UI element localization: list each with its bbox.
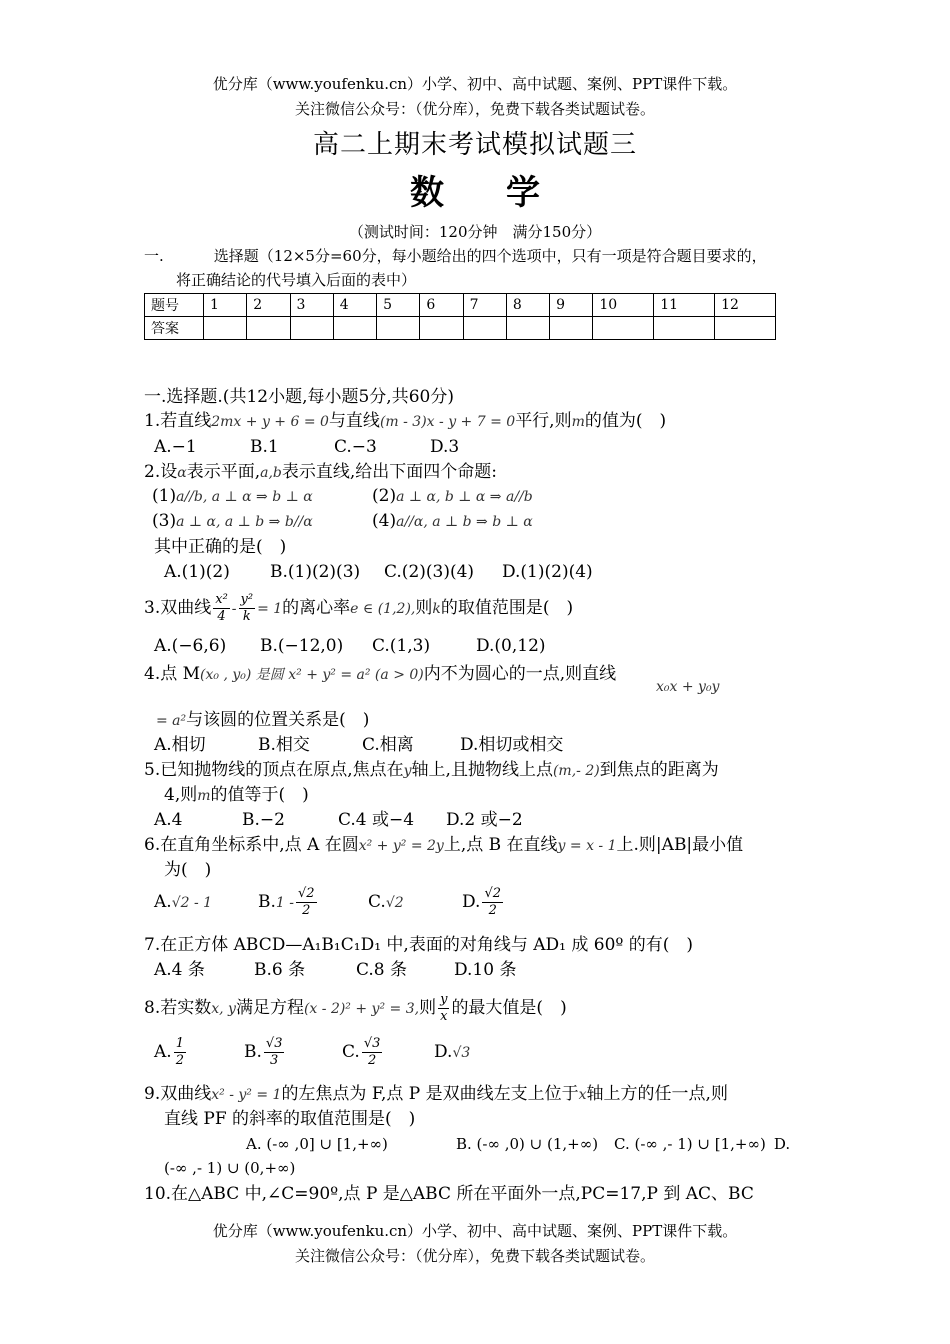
q2-proposition-4: [372, 509, 533, 534]
table-cell: 3: [290, 294, 333, 317]
table-cell: 9: [550, 294, 593, 317]
q2-option-a[interactable]: A.(1)(2): [164, 562, 230, 582]
answer-table-row-numbers: [145, 294, 776, 317]
q6-option-d-den: 2: [488, 903, 497, 918]
q6-circle: x² + y² = 2y: [358, 838, 444, 854]
q4-line: x₀x + y₀y: [656, 679, 720, 695]
q8-text-d: 的最大值是( ): [451, 998, 567, 1018]
q6-text-a: 6.在直角坐标系中,点 A 在圆: [144, 835, 359, 855]
q4-option-a[interactable]: A.相切: [154, 735, 206, 755]
q8-option-b[interactable]: [244, 1036, 342, 1069]
q8-option-a-den: 2: [175, 1053, 184, 1068]
question-3: [144, 592, 573, 625]
q8-option-b-label: B.: [244, 1042, 262, 1062]
q2-proposition-1: [152, 484, 313, 509]
q8-expr: (x - 2)² + y² = 3,: [303, 1001, 420, 1017]
q2-p4-expr: a//α, a ⊥ b ⇒ b ⊥ α: [396, 514, 533, 530]
q3-k: k: [432, 601, 441, 617]
q5-point: (m,- 2): [552, 763, 600, 779]
q6-option-d-label: D.: [462, 892, 481, 912]
q8-text-a: 8.若实数: [144, 998, 212, 1018]
question-1: [144, 409, 666, 434]
q8-option-c-label: C.: [342, 1042, 360, 1062]
q6-option-b-den: 2: [302, 903, 311, 918]
q1-text-c: 平行,则: [515, 411, 572, 431]
q9-x: x: [578, 1087, 587, 1103]
q1-option-d[interactable]: D.3: [430, 437, 460, 457]
q9-option-d-label[interactable]: D.: [773, 1135, 791, 1153]
q5-text-d: 4,则: [164, 785, 198, 805]
question-7: 7.在正方体 ABCD—A₁B₁C₁D₁ 中,表面的对角线与 AD₁ 成 60º 的有( ): [144, 935, 694, 955]
answer-table-row-answers: [145, 317, 776, 340]
q2-text-a: 2.设: [144, 462, 178, 482]
q1-var: m: [571, 414, 585, 430]
q6-option-a[interactable]: [154, 890, 258, 915]
q9-option-b[interactable]: B. (-∞ ,0) ∪ (1,+∞): [456, 1135, 599, 1153]
table-cell: 4: [333, 294, 376, 317]
table-cell: 1: [204, 294, 247, 317]
table-cell: 11: [654, 294, 715, 317]
q2-options: [164, 560, 593, 584]
question-9: [144, 1082, 728, 1107]
header-line-1: 优分库（www.youfenku.cn）小学、初中、高中试题、案例、PPT课件下载。: [212, 75, 738, 93]
q8-option-d[interactable]: [434, 1040, 470, 1065]
q2-option-b[interactable]: B.(1)(2)(3): [270, 562, 361, 582]
q3-eq: = 1: [257, 601, 283, 617]
q6-option-c[interactable]: [368, 890, 462, 915]
header-line-2: 关注微信公众号：（优分库），免费下载各类试题试卷。: [294, 100, 655, 118]
answer-cell-9[interactable]: [550, 317, 593, 340]
answer-cell-1[interactable]: [204, 317, 247, 340]
answer-cell-12[interactable]: [715, 317, 776, 340]
q4-option-b[interactable]: B.相交: [258, 735, 310, 755]
q8-text-c: 则: [419, 998, 437, 1018]
q6-option-d-frac: [482, 886, 503, 919]
q4-option-c[interactable]: C.相离: [362, 735, 414, 755]
section-intro: [144, 244, 767, 268]
q6-option-b-num: √2: [298, 886, 315, 901]
table-cell: 10: [593, 294, 654, 317]
section-intro-text: 选择题（12×5分=60分，每小题给出的四个选项中，只有一项是符合题目要求的，: [213, 247, 767, 265]
answer-cell-11[interactable]: [654, 317, 715, 340]
q8-frac-num: y: [440, 992, 448, 1007]
q3-option-a[interactable]: A.(−6,6): [154, 636, 227, 656]
q1-option-c[interactable]: C.−3: [334, 437, 377, 457]
section-title: 一.选择题.(共12小题,每小题5分,共60分): [144, 387, 454, 407]
q1-expr-1: 2mx + y + 6 = 0: [211, 414, 329, 430]
q2-p2-label: (2): [372, 486, 397, 506]
q2-option-d[interactable]: D.(1)(2)(4): [502, 562, 593, 582]
q5-text-a: 5.已知抛物线的顶点在原点,焦点在: [144, 760, 404, 780]
table-label-number: 题号: [145, 294, 204, 317]
q6-option-d-num: √2: [484, 886, 501, 901]
q9-text-a: 9.双曲线: [144, 1084, 212, 1104]
q5-option-a[interactable]: A.4: [154, 810, 183, 830]
question-4: [144, 662, 616, 687]
q1-option-b[interactable]: B.1: [250, 437, 279, 457]
q1-option-a[interactable]: A.−1: [154, 437, 197, 457]
q9-line-2: 直线 PF 的斜率的取值范围是( ): [164, 1109, 416, 1129]
q8-option-b-num: √3: [265, 1036, 283, 1051]
q8-xy: x, y: [211, 1001, 236, 1017]
section-number: 一.: [144, 247, 164, 265]
q3-frac-1-num: x²: [215, 592, 228, 607]
question-10: 10.在△ABC 中,∠C=90º,点 P 是△ABC 所在平面外一点,PC=17,P 到 AC、BC: [144, 1184, 754, 1204]
q3-text-c: 则: [415, 598, 433, 618]
q3-frac-2: [239, 592, 256, 625]
q5-option-c[interactable]: C.4 或−4: [338, 810, 415, 830]
table-cell: 8: [506, 294, 549, 317]
q6-option-a-value: √2 - 1: [171, 895, 213, 911]
q2-p2-expr: a ⊥ α, b ⊥ α ⇒ a//b: [396, 489, 533, 505]
table-cell: 2: [247, 294, 290, 317]
q6-option-b-prefix: 1 -: [275, 895, 294, 911]
q4-expr: (x₀ , y₀) 是圆 x² + y² = a² (a > 0): [200, 667, 424, 683]
q1-text-a: 1.若直线: [144, 411, 212, 431]
q4-line-expr: [656, 674, 719, 699]
table-label-answer: 答案: [145, 317, 204, 340]
q3-text-b: 的离心率: [282, 598, 351, 618]
answer-cell-4[interactable]: [333, 317, 376, 340]
q5-line-2: [164, 783, 309, 808]
q8-option-d-value: √3: [452, 1045, 471, 1061]
q1-expr-2: (m - 3)x - y + 7 = 0: [379, 414, 516, 430]
answer-cell-3[interactable]: [290, 317, 333, 340]
q4-options: [154, 733, 563, 757]
q2-p1-expr: a//b, a ⊥ α ⇒ b ⊥ α: [176, 489, 313, 505]
q8-option-a-frac: [174, 1036, 186, 1069]
q4-text-b: 内不为圆心的一点,则直线: [423, 664, 617, 684]
q7-option-d[interactable]: D.10 条: [454, 960, 517, 980]
q2-p1-label: (1): [152, 486, 177, 506]
q3-frac-1: [213, 592, 230, 625]
q3-option-d[interactable]: D.(0,12): [476, 636, 546, 656]
q3-frac-2-den: k: [242, 609, 251, 624]
q8-option-d-label: D.: [434, 1042, 453, 1062]
answer-cell-8[interactable]: [506, 317, 549, 340]
q8-option-c-den: 2: [367, 1053, 377, 1068]
q4-text-a: 4.点 M: [144, 664, 201, 684]
table-cell: 6: [420, 294, 463, 317]
q3-minus: -: [231, 601, 237, 617]
q6-options: [154, 886, 505, 930]
footer-line-2: 关注微信公众号：（优分库），免费下载各类试题试卷。: [294, 1247, 655, 1265]
q9-option-a[interactable]: A. (-∞ ,0] ∪ [1,+∞): [246, 1135, 388, 1153]
q6-line: y = x - 1: [557, 838, 617, 854]
section-intro-2: 将正确结论的代号填入后面的表中）: [176, 271, 417, 289]
q9-text-c: 轴上方的任一点,则: [586, 1084, 728, 1104]
q8-option-b-frac: [264, 1036, 285, 1069]
q3-e-range: e ∈ (1,2),: [350, 601, 416, 617]
subject-title: [0, 173, 950, 213]
q7-option-b[interactable]: B.6 条: [254, 960, 306, 980]
q9-options-row: [246, 1132, 790, 1156]
q2-alpha: α: [177, 465, 187, 481]
q8-option-a[interactable]: [154, 1036, 244, 1069]
q3-option-b[interactable]: B.(−12,0): [260, 636, 344, 656]
q8-option-a-label: A.: [154, 1042, 172, 1062]
q2-p4-label: (4): [372, 511, 397, 531]
q2-text-c: 表示直线,给出下面四个命题:: [281, 462, 498, 482]
q3-frac-2-num: y²: [240, 592, 254, 607]
q1-text-d: 的值为( ): [584, 411, 667, 431]
q5-text-b: 轴上,且抛物线上点: [411, 760, 553, 780]
table-cell: 7: [463, 294, 506, 317]
q3-option-c[interactable]: C.(1,3): [372, 636, 431, 656]
question-8: [144, 992, 567, 1025]
q8-options: [154, 1036, 470, 1080]
q5-m: m: [197, 788, 211, 804]
q2-p3-expr: a ⊥ α, a ⊥ b ⇒ b//α: [176, 514, 313, 530]
q2-text-b: 表示平面,: [186, 462, 261, 482]
subject-char-1: 数: [410, 173, 444, 213]
q6-option-c-value: √2: [385, 895, 404, 911]
q4-option-d[interactable]: D.相切或相交: [460, 735, 564, 755]
q8-text-b: 满足方程: [235, 998, 304, 1018]
q6-option-b[interactable]: [258, 886, 368, 919]
footer-line-1: 优分库（www.youfenku.cn）小学、初中、高中试题、案例、PPT课件下载。: [212, 1222, 738, 1240]
q5-y: y: [403, 763, 412, 779]
q8-option-a-num: 1: [175, 1036, 184, 1051]
exam-meta: （测试时间：120分钟 满分150分）: [348, 223, 602, 241]
q2-proposition-2: [372, 484, 533, 509]
q8-option-c-frac: [362, 1036, 383, 1069]
q1-text-b: 与直线: [328, 411, 380, 431]
q1-options: [154, 435, 459, 459]
subject-char-2: 学: [506, 173, 540, 213]
q6-option-d[interactable]: [462, 886, 505, 919]
q6-line-2: 为( ): [164, 860, 212, 880]
q3-text-a: 3.双曲线: [144, 598, 212, 618]
q8-option-c-num: √3: [363, 1036, 381, 1051]
q8-option-c[interactable]: [342, 1036, 434, 1069]
q5-text-e: 的值等于( ): [210, 785, 309, 805]
answer-cell-6[interactable]: [420, 317, 463, 340]
table-cell: 5: [377, 294, 420, 317]
q4-text-c: 与该圆的位置关系是( ): [186, 710, 370, 730]
q5-text-c: 到焦点的距离为: [599, 760, 719, 780]
q9-expr: x² - y² = 1: [211, 1087, 282, 1103]
q2-proposition-3: [152, 509, 313, 534]
exam-title: 高二上期末考试模拟试题三: [312, 130, 637, 160]
question-5: [144, 758, 719, 783]
table-cell: 12: [715, 294, 776, 317]
q8-frac: [438, 992, 449, 1025]
q4-eq: = a²: [156, 713, 187, 729]
q9-option-d[interactable]: (-∞ ,- 1) ∪ (0,+∞): [164, 1159, 296, 1177]
q6-text-c: 上.则|AB|最小值: [616, 835, 744, 855]
q2-option-c[interactable]: C.(2)(3)(4): [384, 562, 475, 582]
q7-option-c[interactable]: C.8 条: [356, 960, 408, 980]
q2-question: 其中正确的是( ): [154, 537, 287, 557]
answer-cell-5[interactable]: [377, 317, 420, 340]
q6-option-b-label: B.: [258, 892, 276, 912]
answer-cell-10[interactable]: [593, 317, 654, 340]
q6-option-c-label: C.: [368, 892, 386, 912]
answer-cell-7[interactable]: [463, 317, 506, 340]
q2-p3-label: (3): [152, 511, 177, 531]
q2-ab: a,b: [260, 465, 282, 481]
q7-options: [154, 958, 516, 982]
q8-frac-den: x: [440, 1009, 448, 1024]
q3-frac-1-den: 4: [217, 609, 226, 624]
q9-option-c[interactable]: C. (-∞ ,- 1) ∪ [1,+∞): [614, 1135, 766, 1153]
q6-option-b-frac: [296, 886, 317, 919]
question-2: [144, 460, 497, 485]
q8-option-b-den: 3: [270, 1053, 279, 1068]
q9-text-b: 的左焦点为 F,点 P 是双曲线左支上位于: [281, 1084, 579, 1104]
q5-option-d[interactable]: D.2 或−2: [446, 810, 523, 830]
q7-option-a[interactable]: A.4 条: [154, 960, 205, 980]
question-6: [144, 833, 743, 858]
q5-options: [154, 808, 523, 832]
q6-option-a-label: A.: [154, 892, 172, 912]
q3-options: [154, 634, 546, 658]
q3-text-d: 的取值范围是( ): [440, 598, 574, 618]
q4-line-2: [156, 708, 369, 733]
answer-cell-2[interactable]: [247, 317, 290, 340]
q5-option-b[interactable]: B.−2: [242, 810, 285, 830]
answer-table: [144, 293, 776, 340]
q6-text-b: 上,点 B 在直线: [443, 835, 558, 855]
